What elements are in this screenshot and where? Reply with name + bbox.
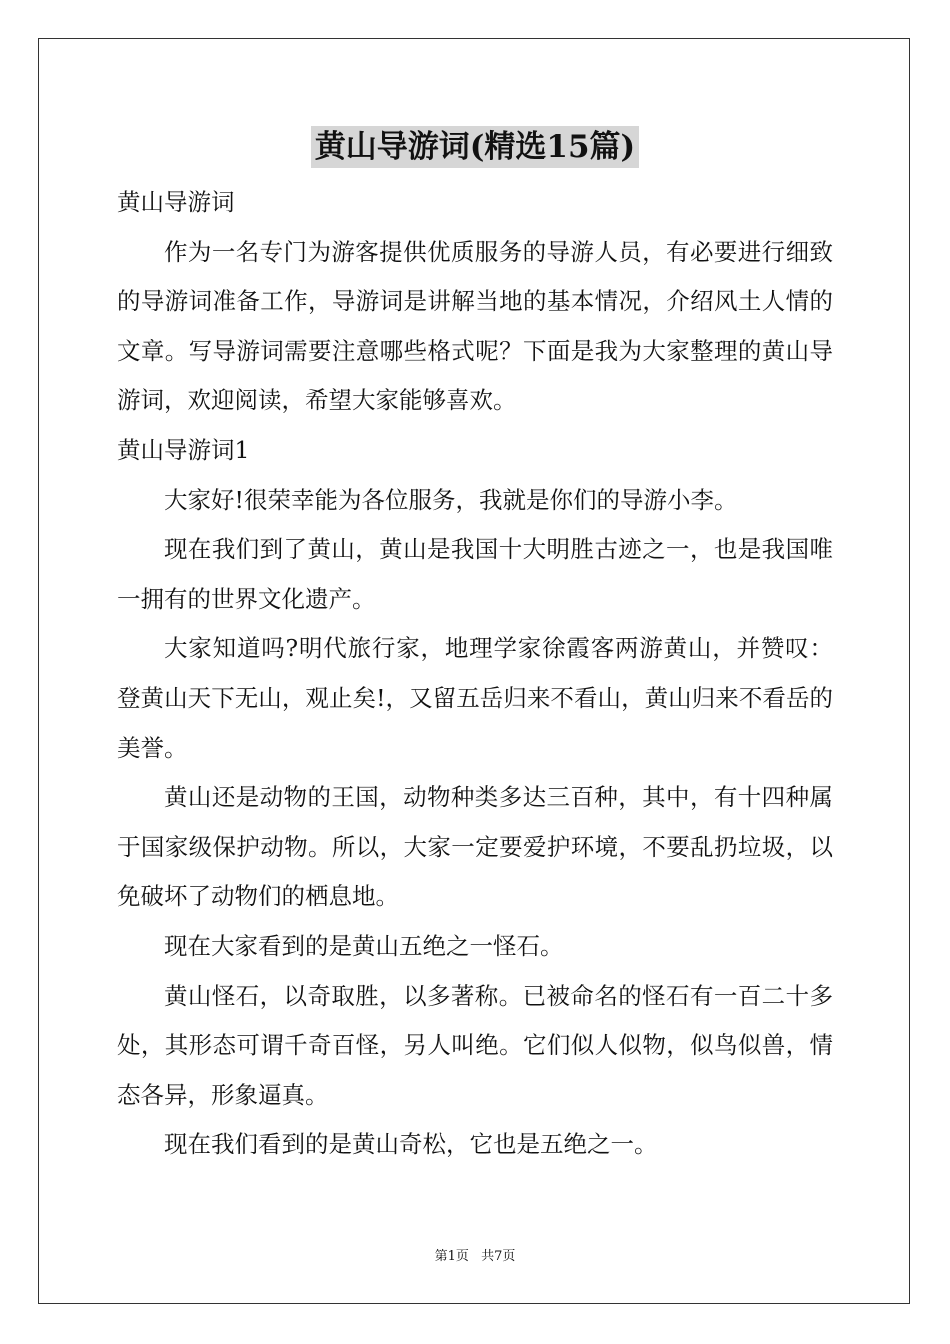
paragraph: 大家知道吗?明代旅行家，地理学家徐霞客两游黄山，并赞叹：登黄山天下无山，观止矣!，又留五岳归来不看山，黄山归来不看岳的美誉。 <box>117 634 833 762</box>
page-total: 共7页 <box>481 1249 516 1264</box>
paragraph: 黄山怪石，以奇取胜，以多著称。已被命名的怪石有一百二十多处，其形态可谓千奇百怪，另人叫绝。它们似人似物，似鸟似兽，情态各异，形象逼真。 <box>117 981 833 1109</box>
paragraph: 作为一名专门为游客提供优质服务的导游人员，有必要进行细致的导游词准备工作，导游词是讲解当地的基本情况，介绍风土人情的文章。写导游词需要注意哪些格式呢？下面是我为大家整理的黄山导游词，欢迎阅读，希望大家能够喜欢。 <box>117 237 833 415</box>
page-number: 第1页 <box>434 1249 469 1264</box>
document-body <box>117 178 833 1170</box>
document-title: 黄山导游词(精选15篇) <box>311 126 639 168</box>
paragraph: 大家好!很荣幸能为各位服务，我就是你们的导游小李。 <box>164 485 738 514</box>
page-footer <box>0 1248 950 1266</box>
title-container <box>0 126 950 168</box>
paragraph: 现在我们到了黄山，黄山是我国十大明胜古迹之一，也是我国唯一拥有的世界文化遗产。 <box>117 535 833 613</box>
paragraph: 现在我们看到的是黄山奇松，它也是五绝之一。 <box>164 1130 658 1159</box>
paragraph: 现在大家看到的是黄山五绝之一怪石。 <box>164 931 564 960</box>
section-heading: 黄山导游词 <box>117 188 235 216</box>
section-heading: 黄山导游词1 <box>117 435 250 464</box>
paragraph: 黄山还是动物的王国，动物种类多达三百种，其中，有十四种属于国家级保护动物。所以，大家一定要爱护环境，不要乱扔垃圾，以免破坏了动物们的栖息地。 <box>117 783 833 911</box>
